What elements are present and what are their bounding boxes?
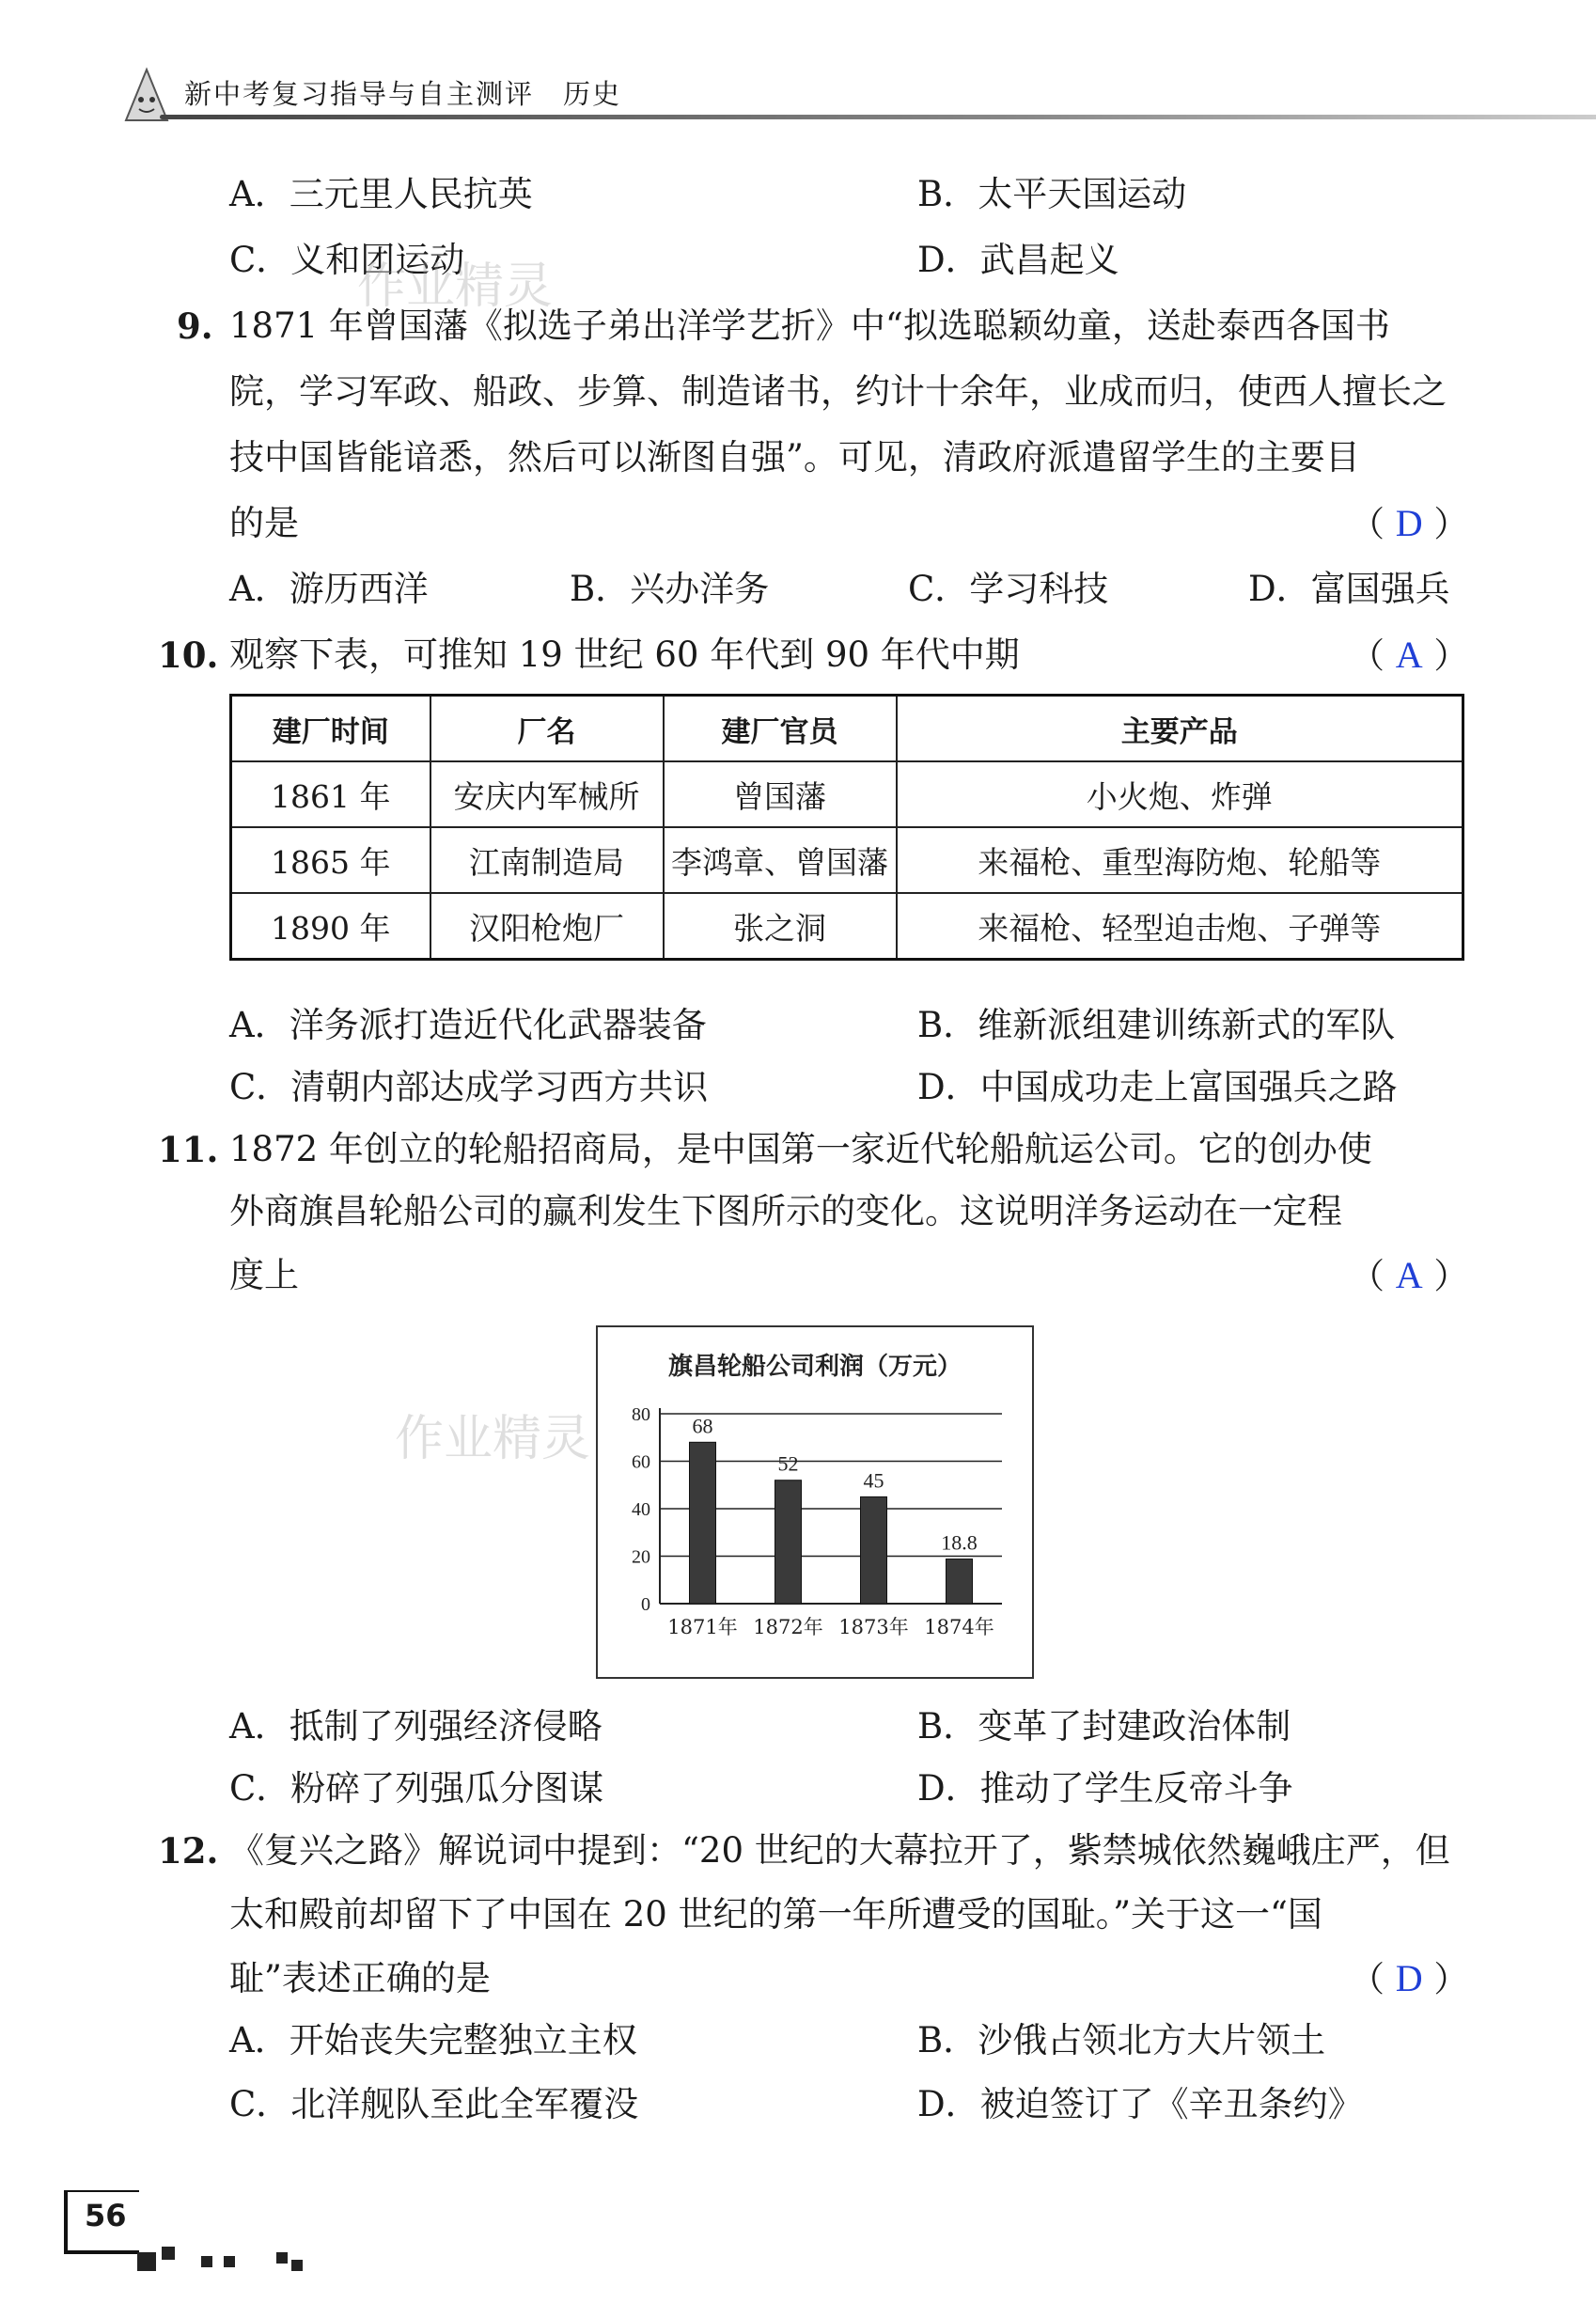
q12-option-b: B．沙俄占领北方大片领土	[917, 2020, 1326, 2060]
q12-option-c: C．北洋舰队至此全军覆没	[229, 2084, 639, 2124]
q11-number: 11.	[158, 1129, 219, 1170]
table-cell: 来福枪、轻型迫击炮、子弹等	[897, 893, 1463, 960]
chart-y-tick-label: 80	[632, 1404, 650, 1425]
table-cell: 安庆内军械所	[430, 761, 664, 827]
table-cell: 1861 年	[231, 761, 430, 827]
q9-stem-line1: 1871 年曾国藩《拟选子弟出洋学艺折》中“拟选聪颖幼童，送赴泰西各国书	[229, 306, 1390, 346]
table-header: 建厂官员	[664, 696, 897, 762]
table-header-row	[231, 696, 1463, 762]
q11-answer: A	[1395, 1254, 1423, 1296]
chart-x-tick-label: 1874年	[924, 1616, 994, 1638]
chart-bar	[775, 1480, 802, 1604]
table-cell: 小火炮、炸弹	[897, 761, 1463, 827]
watermark: 作业精灵	[357, 258, 554, 315]
table-header: 主要产品	[897, 696, 1463, 762]
chart-bar	[690, 1442, 716, 1604]
q10-option-a: A．洋务派打造近代化武器装备	[229, 1005, 707, 1045]
q9-answer-box: （ D ）	[1350, 502, 1469, 544]
chart-y-tick-label: 60	[632, 1451, 650, 1473]
chart-data-label: 45	[863, 1468, 884, 1493]
q10-option-d: D．中国成功走上富国强兵之路	[917, 1067, 1398, 1107]
profit-chart	[596, 1325, 1034, 1679]
q9-option-b: B．兴办洋务	[570, 569, 770, 609]
table-cell: 来福枪、重型海防炮、轮船等	[897, 827, 1463, 893]
q8-option-d: D．武昌起义	[917, 240, 1119, 280]
q10-option-c: C．清朝内部达成学习西方共识	[229, 1067, 709, 1107]
table-cell: 李鸿章、曾国藩	[664, 827, 897, 893]
q8-option-a: A．三元里人民抗英	[229, 174, 533, 214]
chart-data-label: 68	[692, 1414, 713, 1438]
q11-stem-line2: 外商旗昌轮船公司的赢利发生下图所示的变化。这说明洋务运动在一定程	[229, 1191, 1342, 1231]
q8-option-b: B．太平天国运动	[917, 174, 1187, 214]
page-number: 56	[85, 2198, 127, 2233]
table-cell: 江南制造局	[430, 827, 664, 893]
q9-stem-line4: 的是	[229, 503, 299, 543]
q12-answer-box: （ D ）	[1350, 1957, 1469, 1999]
q9-option-c: C．学习科技	[908, 569, 1109, 609]
q12-stem-line2: 太和殿前却留下了中国在 20 世纪的第一年所遭受的国耻。”关于这一“国	[229, 1894, 1322, 1935]
table-cell: 张之洞	[664, 893, 897, 960]
q10-answer-box: （ A ）	[1350, 634, 1469, 676]
profit-bar-chart	[598, 1327, 1032, 1677]
q10-stem: 观察下表，可推知 19 世纪 60 年代到 90 年代中期	[229, 634, 1020, 675]
table-cell: 1865 年	[231, 827, 430, 893]
q11-option-a: A．抵制了列强经济侵略	[229, 1706, 602, 1747]
chart-x-tick-label: 1873年	[838, 1616, 909, 1638]
q11-option-b: B．变革了封建政治体制	[917, 1706, 1291, 1747]
q10-option-b: B．维新派组建训练新式的军队	[917, 1005, 1396, 1045]
chart-bar	[861, 1496, 887, 1604]
chart-y-tick-label: 0	[641, 1594, 650, 1615]
table-header: 厂名	[430, 696, 664, 762]
q9-answer: D	[1395, 502, 1423, 544]
q11-stem-line3: 度上	[229, 1255, 299, 1295]
q10-answer: A	[1395, 634, 1423, 676]
table-row	[231, 761, 1463, 827]
chart-title: 旗昌轮船公司利润（万元）	[667, 1353, 962, 1381]
q11-answer-box: （ A ）	[1350, 1254, 1469, 1296]
table-row	[231, 893, 1463, 960]
watermark: 作业精灵	[395, 1411, 591, 1467]
table-row	[231, 827, 1463, 893]
q8-option-c: C．义和团运动	[229, 240, 465, 280]
q12-option-d: D．被迫签订了《辛丑条约》	[917, 2084, 1363, 2124]
table-header: 建厂时间	[231, 696, 430, 762]
q10-number: 10.	[158, 634, 219, 676]
table-cell: 汉阳枪炮厂	[430, 893, 664, 960]
chart-x-tick-label: 1872年	[753, 1616, 823, 1638]
chart-data-label: 52	[777, 1451, 799, 1476]
chart-x-tick-label: 1871年	[667, 1616, 738, 1638]
chart-y-tick-label: 40	[632, 1499, 650, 1520]
q12-stem-line1: 《复兴之路》解说词中提到：“20 世纪的大幕拉开了，紫禁城依然巍峨庄严，但	[229, 1830, 1450, 1871]
table-cell: 1890 年	[231, 893, 430, 960]
q9-number: 9.	[177, 306, 213, 347]
q11-option-d: D．推动了学生反帝斗争	[917, 1768, 1293, 1809]
q12-number: 12.	[158, 1830, 219, 1872]
factory-table	[229, 694, 1464, 961]
q11-option-c: C．粉碎了列强瓜分图谋	[229, 1768, 604, 1809]
chart-data-label: 18.8	[941, 1530, 978, 1555]
chart-bar	[947, 1559, 973, 1604]
q9-option-a: A．游历西洋	[229, 569, 429, 609]
q12-stem-line3: 耻”表述正确的是	[229, 1958, 491, 1998]
q9-stem-line2: 院，学习军政、船政、步算、制造诸书，约计十余年，业成而归，使西人擅长之	[229, 371, 1447, 412]
q12-option-a: A．开始丧失完整独立主权	[229, 2020, 637, 2060]
chart-y-tick-label: 20	[632, 1546, 650, 1568]
q11-stem-line1: 1872 年创立的轮船招商局，是中国第一家近代轮船航运公司。它的创办使	[229, 1129, 1372, 1169]
q12-answer: D	[1395, 1957, 1423, 1999]
header-title: 新中考复习指导与自主测评 历史	[184, 78, 622, 110]
header-rule	[160, 115, 1596, 119]
q9-option-d: D．富国强兵	[1248, 569, 1450, 609]
table-cell: 曾国藩	[664, 761, 897, 827]
q9-stem-line3: 技中国皆能谙悉，然后可以渐图自强”。可见，清政府派遣留学生的主要目	[229, 437, 1360, 478]
